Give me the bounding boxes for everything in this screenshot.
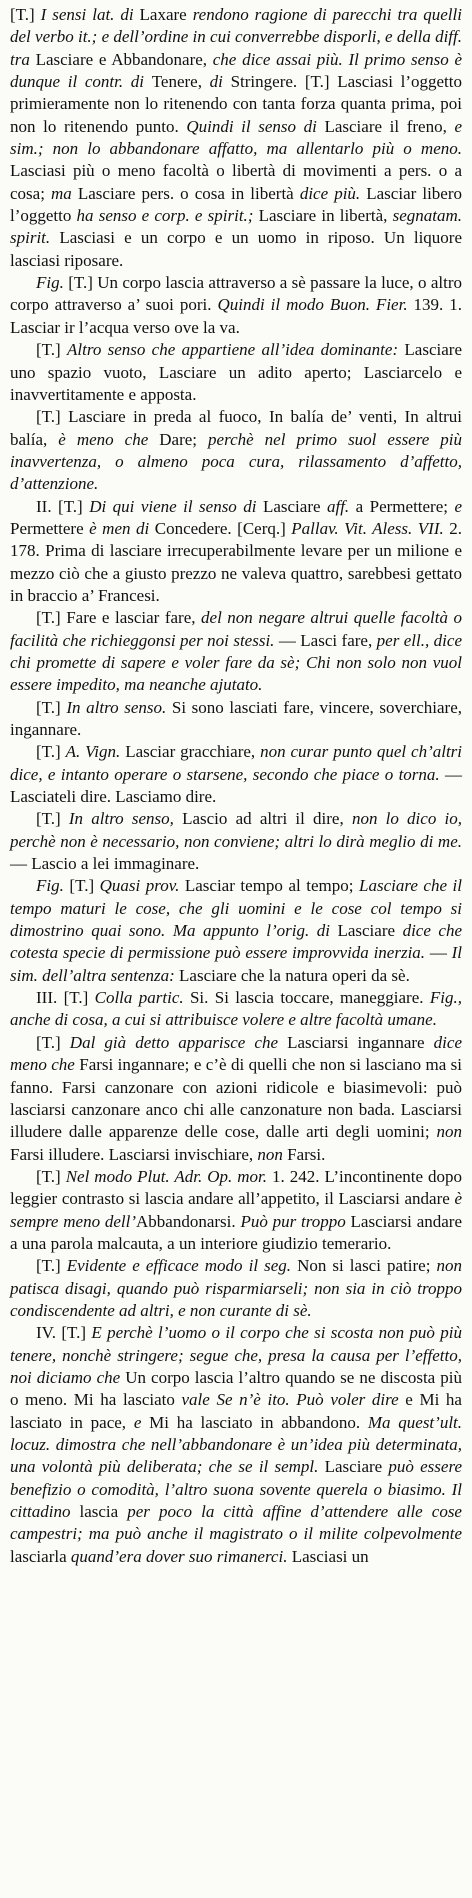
text-run: lasciarla [10, 1546, 71, 1566]
text-run: Si. Si lascia toccare, maneggiare. [189, 988, 430, 1008]
entry-paragraph [10, 272, 462, 339]
text-run: III. [T.] [36, 988, 95, 1008]
text-run: Dare; [159, 429, 209, 449]
text-run: [T.] [36, 1166, 66, 1186]
text-run: II. [T.] [36, 496, 90, 516]
italic-text-run: del non negare altrui quelle facoltà o facilità che richieggonsi per noi stessi. [10, 608, 462, 650]
entry-paragraph [10, 1032, 462, 1166]
text-run: [T.] [36, 809, 69, 829]
text-run: — Lasci fare, [278, 630, 377, 650]
italic-text-run: è men di [89, 518, 155, 538]
italic-text-run: A. Vign. [65, 742, 126, 762]
text-run: Mi ha lasciato in abbandono. [149, 1412, 368, 1432]
entry-paragraph [10, 1166, 462, 1255]
italic-text-run: Quindi il modo Buon. Fier. [217, 295, 414, 315]
italic-text-run: Nel modo Plut. Adr. Op. mor. [65, 1166, 272, 1186]
entry-paragraph [10, 607, 462, 696]
italic-text-run: E perchè l’uomo o il corpo che si scosta non può più tenere, nonchè stringere; segue che, presa la causa per l’effetto, noi diciamo che [10, 1323, 462, 1387]
text-run: Lasciare il freno, [324, 116, 455, 136]
text-run: a Permettere; [355, 496, 455, 516]
text-run: Lasciare che la natura operi da sè. [179, 965, 410, 985]
text-run: Lasciar gracchiare, [125, 742, 261, 762]
text-run: Si sono lasciati fare, vincere, soverchiare, ingannare. [10, 697, 463, 739]
text-run: [T.] [10, 5, 41, 24]
text-run: Lasciare pers. o cosa in libertà [77, 183, 300, 203]
italic-text-run: Il sim. dell’altra sentenza: [10, 943, 463, 985]
italic-text-run: aff. [326, 496, 356, 516]
text-run: Lasciasi un [291, 1546, 369, 1566]
italic-text-run: Quasi prov. [99, 876, 185, 896]
italic-text-run: è sempre meno dell’ [10, 1189, 462, 1231]
italic-text-run: quand’era dover suo rimanerci. [70, 1546, 292, 1566]
text-run: [T.] [36, 340, 67, 360]
text-run: Lasciare [337, 921, 403, 941]
entry-paragraph [10, 697, 462, 742]
text-run: [T.] [69, 876, 100, 896]
italic-text-run: Quindi il senso di [186, 116, 325, 136]
dictionary-entry-text [10, 4, 462, 1568]
text-run: 139. 1. Lasciar ir l’acqua verso ove la va. [10, 295, 462, 337]
italic-text-run: per ell., dice chi promette di sapere e voler fare da sè; Chi non solo non vuol essere impedito, ma neanche ajutato. [10, 630, 463, 695]
italic-text-run: ha senso e corp. e spirit.; [76, 206, 259, 226]
text-run: Non si lasci patire; [297, 1256, 437, 1276]
italic-text-run: Ma quest’ult. locuz. dimostra che nell’abbandonare è un’idea più determinata, una volontà più deliberata; che se il sempl. [10, 1412, 463, 1477]
text-run: Lasciar tempo al tempo; [184, 876, 360, 896]
text-run: Farsi. [287, 1144, 326, 1164]
italic-text-run: e [133, 1412, 150, 1432]
italic-text-run: Evidente e efficace modo il seg. [66, 1256, 298, 1276]
italic-text-run: Fig. [36, 273, 69, 293]
italic-text-run: Di qui viene il senso di [89, 496, 263, 516]
italic-text-run: per poco la città affine d’attendere alle cose campestri; ma può anche il magistrato o il milite colpevolmente [10, 1502, 462, 1544]
italic-text-run: Altro senso che appartiene all’idea dominante: [67, 340, 405, 360]
text-run: Concedere. [Cerq.] [154, 518, 292, 538]
italic-text-run: segnatam. spirit. [10, 206, 462, 248]
entry-paragraph [10, 875, 462, 987]
text-run: 1. 242. L’incontinente dopo leggier contrasto si lascia andare all’appetito, il Lasciarsi andare [10, 1166, 463, 1209]
text-run: Farsi illudere. Lasciarsi invischiare, [10, 1144, 258, 1164]
text-run: Lascio ad altri il dire, [182, 809, 352, 829]
text-run: lascia [79, 1502, 128, 1522]
italic-text-run: dice meno che [10, 1032, 462, 1075]
italic-text-run: Dal già detto apparisce che [69, 1032, 288, 1052]
italic-text-run: non curar punto quel ch’altri dice, e intanto operare o starsene, secondo che piace o torna. [10, 742, 463, 784]
text-run: — Lascio a lei immaginare. [10, 854, 200, 874]
text-run: 2. 178. Prima di lasciare irrecuperabilmente levare per un milione e mezzo ciò che a giusto prezzo ne valeva quattro, sarebbesi gettato in braccio a’ Francesi. [10, 518, 462, 605]
text-run: [T.] [36, 1256, 67, 1276]
text-run: Lasciarsi ingannare [287, 1032, 434, 1052]
text-run: [T.] [36, 697, 67, 717]
italic-text-run: non [436, 1122, 462, 1142]
italic-text-run: Può pur troppo [240, 1211, 351, 1231]
text-run: Lasciar libero l’oggetto [10, 183, 462, 226]
text-run: Lasciare [262, 496, 327, 516]
italic-text-run: Pallav. Vit. Aless. VII. [291, 518, 450, 538]
text-run: Lasciasi più o meno facoltà o libertà di movimenti a pers. o a cosa; [10, 161, 462, 203]
text-run: Lasciarsi andare a una parola malcauta, a un interiore giudizio temerario. [10, 1211, 462, 1253]
italic-text-run: di [209, 72, 231, 92]
text-run: [T.] Fare e lasciar fare, [36, 608, 202, 628]
text-run: Permettere [10, 518, 90, 538]
italic-text-run: non patisca disagi, quando può risparmiarseli; non sia in ciò troppo condiscendente ad altri, e non curante di sè. [10, 1256, 462, 1320]
italic-text-run: e sim.; non lo abbandonare affatto, ma allentarlo più o meno. [10, 116, 462, 159]
text-run: [T.] Lasciare in preda al fuoco, In balía de’ venti, In altrui balía, [10, 407, 462, 449]
entry-paragraph [10, 808, 462, 875]
text-run: Farsi ingannare; e c’è di quelli che non si lasciano ma si fanno. Farsi canzonare con azioni ridicole e biasimevoli: può lasciarsi canzonare anco chi alle canzonature non bada. Lasciarsi illudere dalle apparenze delle cose, dalle arti degli uomini; [10, 1055, 462, 1142]
italic-text-run: Colla partic. [94, 988, 190, 1008]
entry-paragraph [10, 496, 462, 608]
italic-text-run: ma [51, 183, 78, 203]
italic-text-run: In altro senso, [68, 809, 183, 829]
entry-paragraph [10, 741, 462, 808]
entry-paragraph [10, 406, 462, 495]
italic-text-run: In altro senso. [66, 697, 172, 717]
text-run: Lasciasi e un corpo e un uomo in riposo. Un liquore lasciasi riposare. [10, 228, 462, 270]
text-run: IV. [T.] [36, 1323, 92, 1343]
entry-paragraph [10, 339, 462, 406]
text-run: Lasciare in libertà, [258, 206, 393, 226]
italic-text-run: non [257, 1144, 288, 1164]
italic-text-run: può essere benefizio o comodità, l’altro suona sovente querela o biasimo. Il cittadino [10, 1457, 462, 1522]
italic-text-run: dice più. [299, 183, 367, 203]
italic-text-run: che dice assai più. Il primo senso è dunque il contr. di [10, 49, 463, 92]
text-run: Tenere, [151, 72, 210, 92]
entry-paragraph [10, 987, 462, 1032]
text-run: [T.] [36, 1032, 70, 1052]
italic-text-run: rendono ragione di parecchi tra quelli del verbo it.; e dell’ordine in cui converrebbe disporli, e della diff. tra [10, 5, 462, 69]
entry-paragraph [10, 4, 462, 272]
text-run: Lasciare [324, 1457, 389, 1477]
text-run: Laxare [139, 5, 193, 24]
italic-text-run: vale Se n’è ito. Può voler dire [181, 1390, 406, 1410]
text-run: Lasciare uno spazio vuoto, Lasciare un adito aperto; Lasciarcelo e inavvertitamente e apposta. [10, 340, 462, 404]
italic-text-run: è meno che [58, 429, 160, 449]
text-run: — Lasciateli dire. Lasciamo dire. [10, 764, 462, 807]
italic-text-run: non lo dico io, perchè non è necessario, non conviene; altri lo dirà meglio di me. [10, 809, 462, 851]
italic-text-run: Fig., anche di cosa, a cui si attribuisce volere e altre facoltà umane. [10, 988, 462, 1030]
text-run: [T.] Un corpo lascia attraverso a sè passare la luce, o altro corpo attraverso a’ suoi pori. [10, 273, 463, 315]
text-run: — [429, 943, 452, 963]
italic-text-run: I sensi lat. di [40, 5, 140, 24]
italic-text-run: Fig. [36, 876, 70, 896]
italic-text-run: Lasciare che il tempo maturi le cose, che gli uomini e le cose col tempo si dimostrino quai sono. Ma appunto l’orig. di [10, 876, 462, 941]
text-run: Abbandonarsi. [136, 1211, 241, 1231]
italic-text-run: perchè nel primo suol essere più inavvertenza, o almeno poca cura, rilassamento d’affetto, d’attenzione. [10, 429, 462, 494]
italic-text-run: dice che cotesta specie di permissione può essere improvvida inerzia. [10, 921, 462, 963]
italic-text-run: e [454, 496, 462, 516]
text-run: Stringere. [T.] Lasciasi l’oggetto primieramente non lo ritenendo con tanta forza quanta prima, poi non lo ritenendo punto. [10, 72, 462, 136]
text-run: Lasciare e Abbandonare, [35, 49, 213, 69]
text-run: [T.] [36, 742, 66, 762]
text-run: e Mi ha lasciato in pace, [10, 1390, 462, 1432]
text-run: Un corpo lascia l’altro quando se ne discosta più o meno. Mi ha lasciato [10, 1367, 462, 1410]
entry-paragraph [10, 1322, 462, 1568]
entry-paragraph [10, 1255, 462, 1322]
